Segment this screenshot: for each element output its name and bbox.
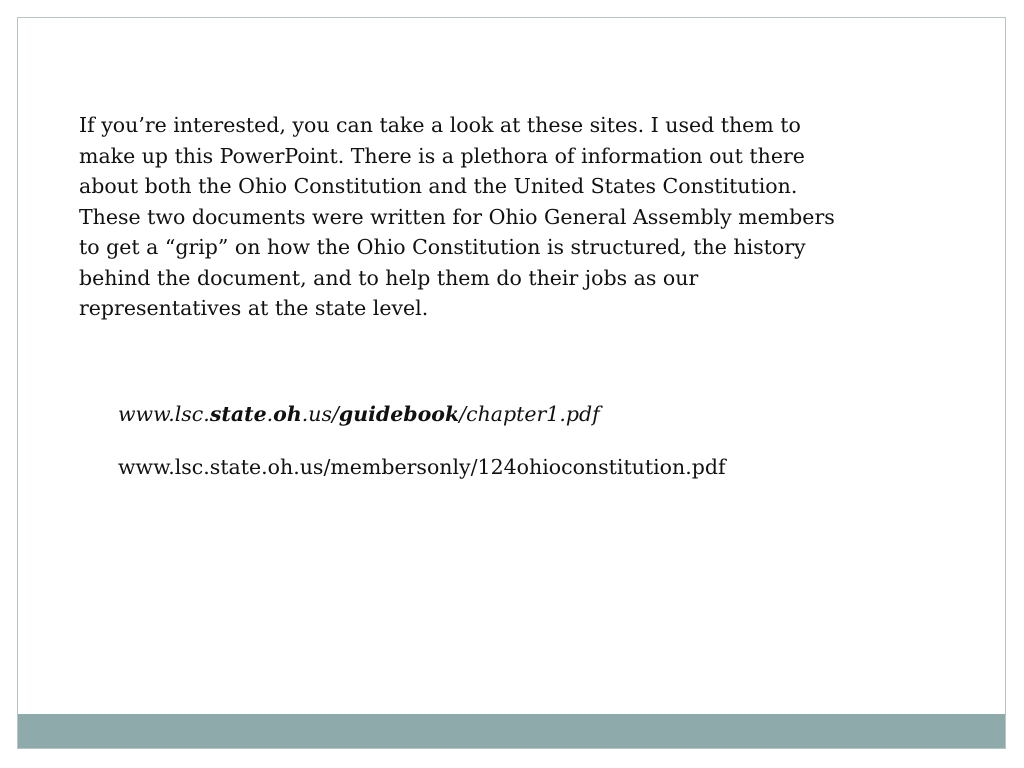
slide	[17, 17, 1006, 749]
link-part-bold: guidebook	[338, 402, 460, 426]
link-part-bold: state	[209, 402, 267, 426]
link-part: www.lsc.	[118, 402, 210, 426]
link-part-bold: oh	[273, 402, 302, 426]
footer-bar	[18, 714, 1005, 748]
reference-links	[118, 399, 978, 482]
link-guidebook-chapter1[interactable]	[118, 399, 978, 429]
link-ohio-constitution-pdf[interactable]: www.lsc.state.oh.us/membersonly/124ohioconstitution.pdf	[118, 455, 726, 479]
link-part: .us/	[301, 402, 339, 426]
body-paragraph: If you’re interested, you can take a look at these sites. I used them to make up this PowerPoint. There is a plethora of information out there about both the Ohio Constitution and the United States Constitution. These two documents were written for Ohio General Assembly members to get a “grip” on how the Ohio Constitution is structured, the history behind the document, and to help them do their jobs as our representatives at the state level.	[79, 113, 835, 320]
link-part: .	[266, 402, 274, 426]
link-part: /chapter1.pdf	[459, 402, 600, 426]
